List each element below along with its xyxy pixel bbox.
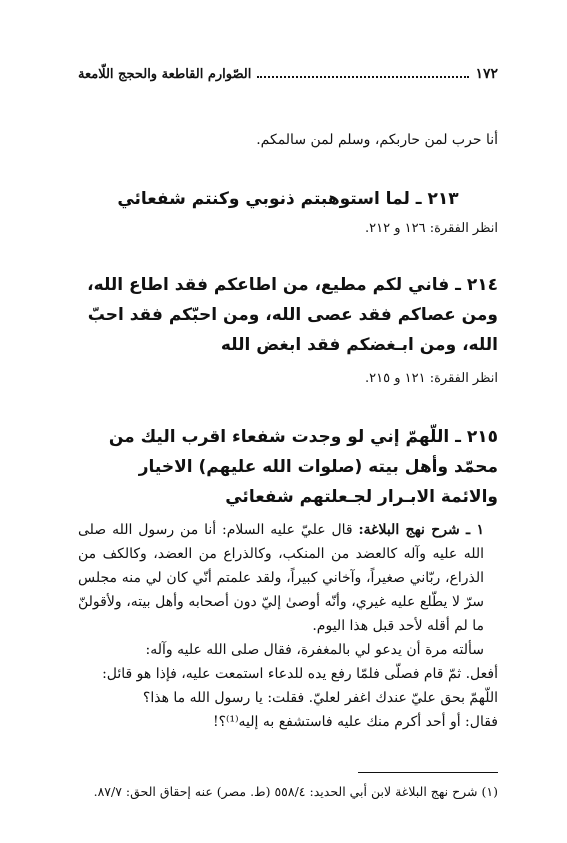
- commentary-paragraph-4: اللّهمّ بحق عليّ عندك اغفر لعليّ. فقلت: يا رسول الله ما هذا؟: [142, 690, 498, 706]
- commentary-paragraph-1: [78, 518, 498, 638]
- entry-reference-213: انظر الفقرة: ١٢٦ و ٢١٢.: [364, 221, 498, 236]
- commentary-paragraph-2: سألته مرة أن يدعو لي بالمغفرة، فقال صلى الله عليه وآله:: [145, 642, 484, 658]
- running-head: [78, 66, 498, 88]
- entry-heading-214: ٢١٤ ـ فاني لكم مطيع، من اطاعكم فقد اطاع الله، ومن عصاكم فقد عصى الله، ومن احبّكم فقد احبّ الله، ومن ابـغضكم فقد ابغض الله: [87, 275, 498, 355]
- footnote-divider: [358, 772, 498, 773]
- running-title: الصّوارم القاطعة والحجج اللّامعة: [78, 67, 252, 82]
- commentary-paragraph-3: أفعل. ثمّ قام فصلّى فلمّا رفع يده للدعاء استمعت عليه، فإذا هو قائل:: [102, 666, 498, 682]
- entry-heading-213: ٢١٣ ـ لما استوهبتم ذنوبي وكنتم شفعائي: [117, 189, 459, 209]
- entry-reference-214: انظر الفقرة: ١٢١ و ٢١٥.: [364, 371, 498, 386]
- commentary-text-1: قال عليّ عليه السلام: أنا من رسول الله صلى الله عليه وآله كالعضد من المنكب، وكالذراع من العضد، وكالكف من الذراع، ربّاني صغيراً، وآخاني كبيراً، ولقد علمتم أنّي كان لي منه مجلس سرّ لا يطّلع عليه غيري، وأنّه أوصىٰ إليّ دون أصحابه وأهل بيته، ولأقولنّ ما لم أقله لأحد قبل هذا اليوم.: [78, 522, 484, 634]
- header-dot-leader: [257, 76, 469, 78]
- intro-line: أنا حرب لمن حاربكم، وسلم لمن سالمكم.: [256, 132, 498, 148]
- footnote: (١) شرح نهج البلاغة لابن أبي الحديد: ٥٥٨/٤ (ط. مصر) عنه إحقاق الحق: ٨٧/٧.: [93, 784, 498, 799]
- page-number: ١٧٢: [475, 66, 498, 82]
- entry-heading-215: ٢١٥ ـ اللّهمّ إني لو وجدت شفعاء اقرب اليك من محمّد وأهل بيته (صلوات الله عليهم) الاخيار والائمة الابـرار لجـعلتهم شفعائي: [108, 427, 498, 507]
- commentary-paragraph-5: فقال: أو أحد أكرم منك عليه فاستشفع به إليه⁽¹⁾؟!: [212, 714, 498, 730]
- commentary-source-label: ١ ـ شرح نهج البلاغة:: [358, 522, 484, 538]
- page: [78, 66, 498, 826]
